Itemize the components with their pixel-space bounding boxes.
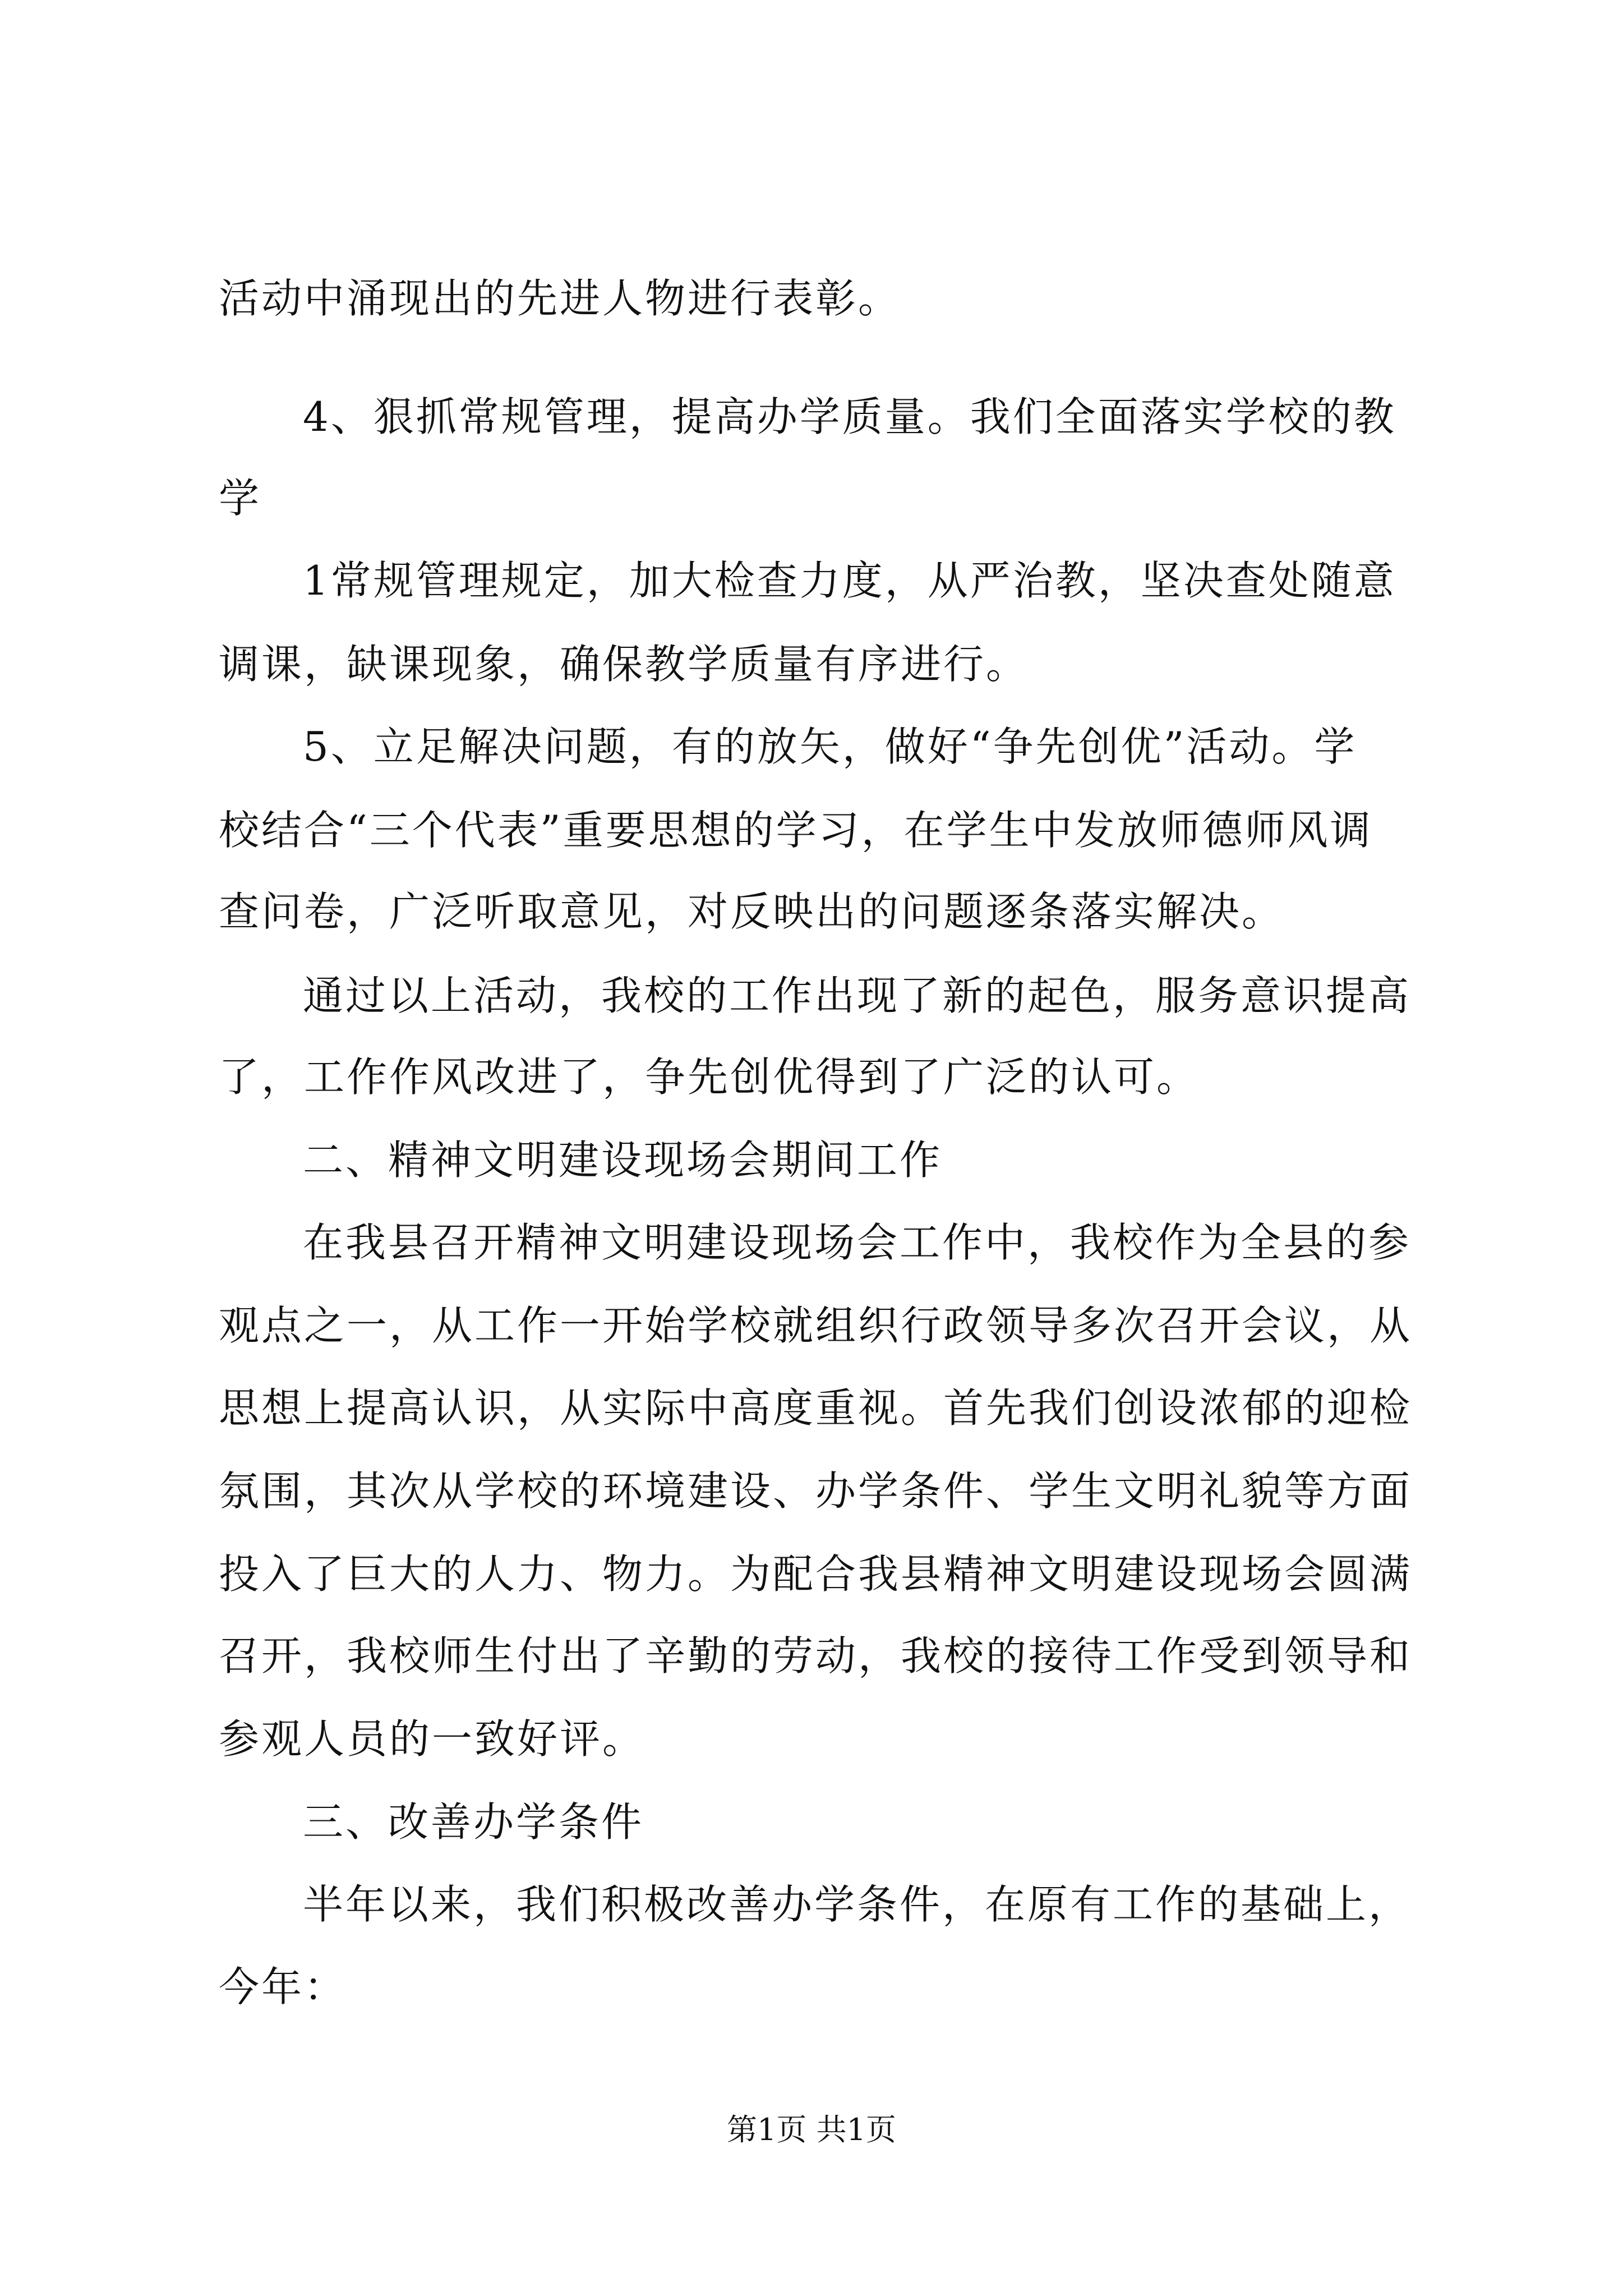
text-line: 思想上提高认识，从实际中高度重视。首先我们创设浓郁的迎检 <box>219 1384 1413 1432</box>
text-line: 5、立足解决问题，有的放矢，做好“争先创优”活动。学 <box>303 723 1357 770</box>
text-line: 查问卷，广泛听取意见，对反映出的问题逐条落实解决。 <box>219 888 1285 935</box>
section-heading: 三、改善办学条件 <box>303 1798 644 1846</box>
text-line: 投入了巨大的人力、物力。为配合我县精神文明建设现场会圆满 <box>219 1550 1413 1598</box>
text-line: 1常规管理规定，加大检查力度，从严治教，坚决查处随意 <box>303 557 1396 604</box>
text-line: 学 <box>219 475 262 522</box>
text-line: 调课，缺课现象，确保教学质量有序进行。 <box>219 641 1029 688</box>
text-line: 活动中涌现出的先进人物进行表彰。 <box>219 275 901 322</box>
text-line: 召开，我校师生付出了辛勤的劳动，我校的接待工作受到领导和 <box>219 1632 1413 1680</box>
text-line: 今年： <box>219 1963 347 2010</box>
text-line: 氛围，其次从学校的环境建设、办学条件、学生文明礼貌等方面 <box>219 1467 1413 1515</box>
text-line: 4、狠抓常规管理，提高办学质量。我们全面落实学校的教 <box>303 393 1396 440</box>
text-line: 半年以来，我们积极改善办学条件，在原有工作的基础上， <box>303 1881 1412 1928</box>
section-heading: 二、精神文明建设现场会期间工作 <box>303 1137 943 1184</box>
text-line: 参观人员的一致好评。 <box>219 1715 645 1763</box>
text-line: 校结合“三个代表”重要思想的学习，在学生中发放师德师风调 <box>219 807 1373 854</box>
text-line: 在我县召开精神文明建设现场会工作中，我校作为全县的参 <box>303 1219 1412 1266</box>
text-line: 了，工作作风改进了，争先创优得到了广泛的认可。 <box>219 1053 1200 1101</box>
text-line: 通过以上活动，我校的工作出现了新的起色，服务意识提高 <box>303 972 1412 1019</box>
text-line: 观点之一，从工作一开始学校就组织行政领导多次召开会议，从 <box>219 1302 1413 1349</box>
page-number-footer: 第1页 共1页 <box>727 2112 896 2147</box>
